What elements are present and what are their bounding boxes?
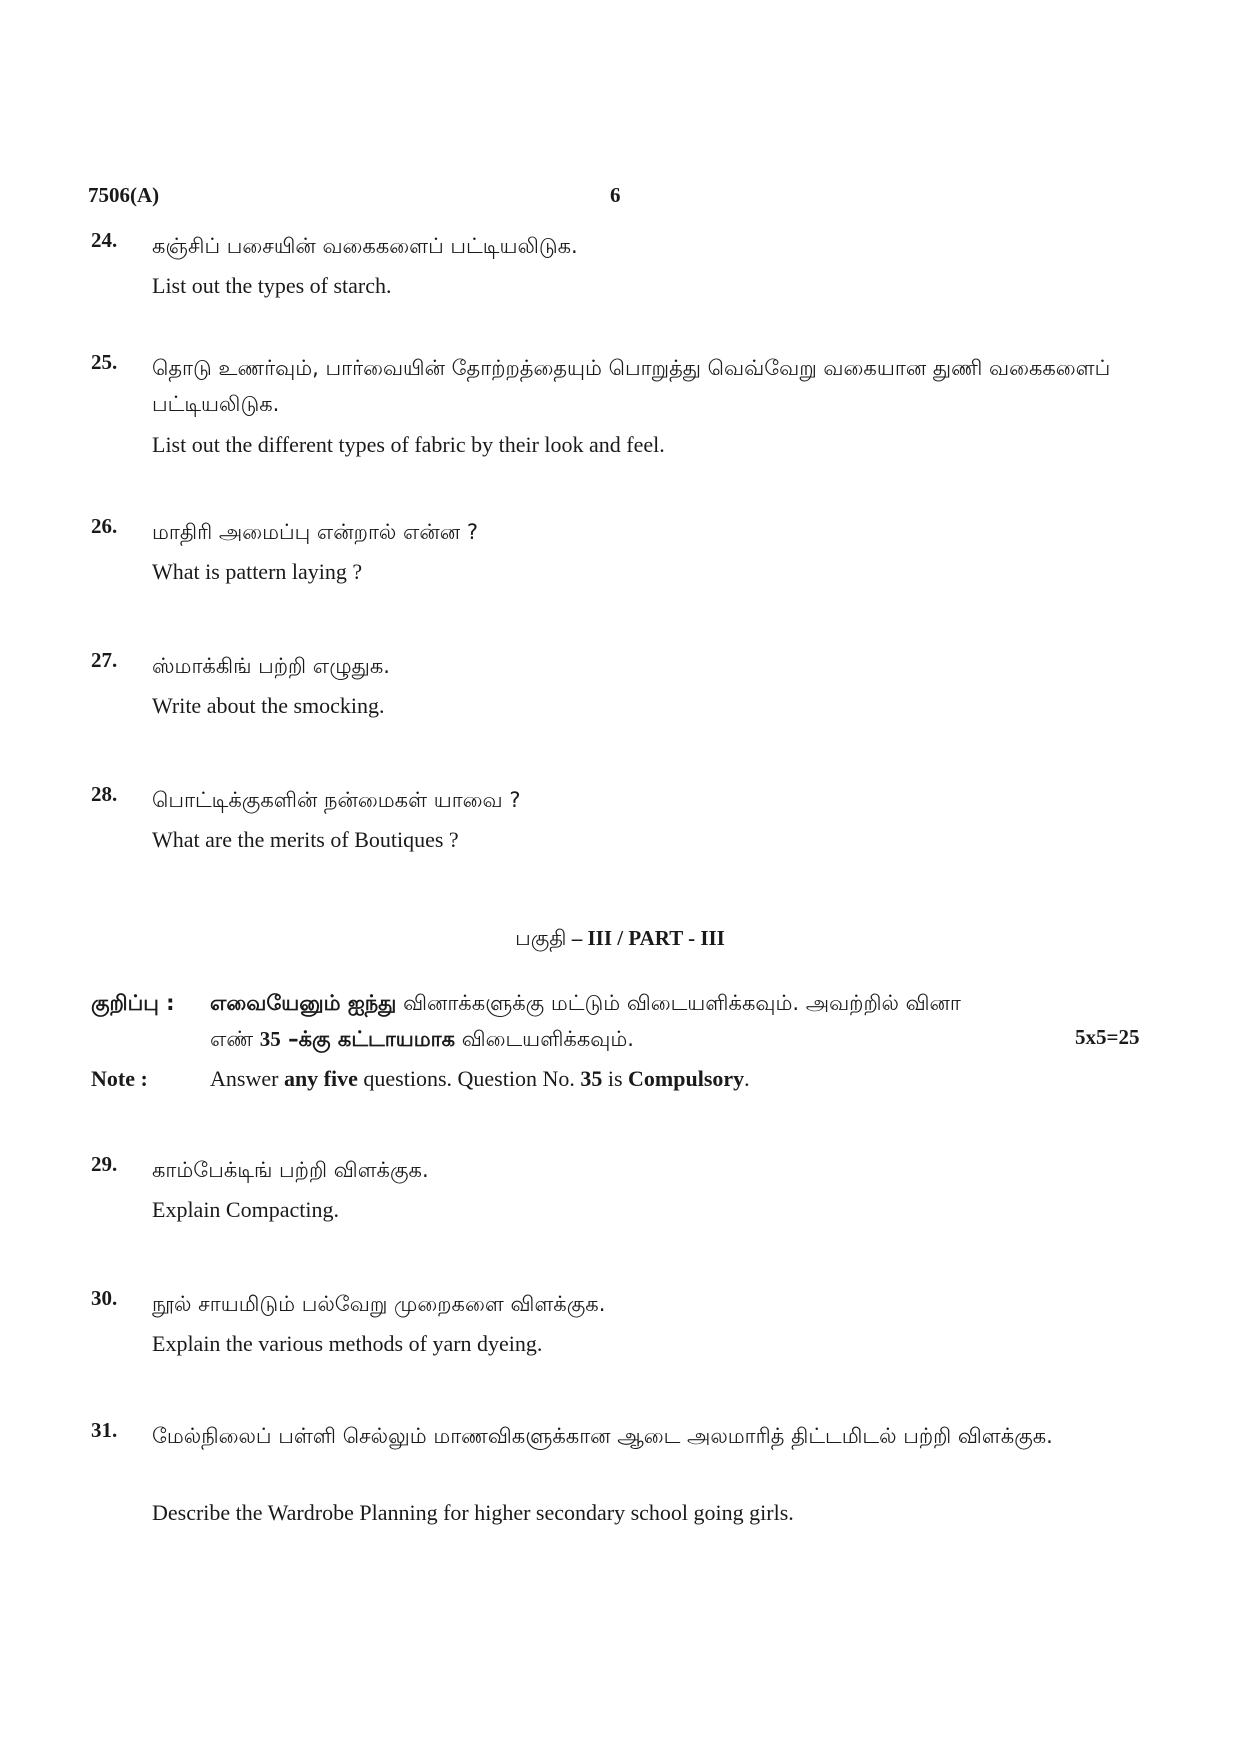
note-text-tamil-line1 [210, 991, 1160, 1018]
question-text-tamil: காம்பேக்டிங் பற்றி விளக்குக. [152, 1158, 429, 1182]
question-number: 29. [91, 1152, 118, 1176]
note-label-english: Note : [91, 1066, 148, 1091]
question-text-english: Explain Compacting. [152, 1197, 339, 1222]
note-emphasis: any five [283, 1066, 358, 1091]
note-text-english [210, 1066, 1160, 1092]
question-text-english: Explain the various methods of yarn dyeing. [152, 1331, 543, 1356]
question-text-tamil: மாதிரி அமைப்பு என்றால் என்ன ? [152, 520, 478, 544]
question-text-tamil: தொடு உணர்வும், பார்வையின் தோற்றத்தையும் பொறுத்து வெவ்வேறு வகையான துணி வகைகளைப் பட்டியலிடுக. [152, 356, 1111, 416]
question-text-english: Write about the smocking. [152, 693, 385, 718]
note-text: is [602, 1066, 629, 1091]
question-text-english: List out the different types of fabric by their look and feel. [152, 432, 665, 457]
question-number: 31. [91, 1418, 118, 1442]
note-emphasis: Compulsory [628, 1066, 745, 1091]
question-number: 24. [91, 228, 118, 252]
note-question-number: 35 [580, 1066, 603, 1091]
question-text-tamil: மேல்நிலைப் பள்ளி செல்லும் மாணவிகளுக்கான ஆடை அலமாரித் திட்டமிடல் பற்றி விளக்குக. [152, 1424, 1053, 1448]
note-text: எண் [210, 1027, 260, 1051]
question-number: 28. [91, 782, 118, 806]
note-label-tamil: குறிப்பு : [91, 991, 175, 1015]
question-text-english: List out the types of starch. [152, 273, 392, 298]
note-text-tamil-line2 [210, 1027, 1110, 1054]
question-number: 26. [91, 514, 118, 538]
question-text-english: What is pattern laying ? [152, 559, 363, 584]
note-text: questions. Question No. [357, 1066, 581, 1091]
section-heading-label: III / PART - III [587, 926, 725, 950]
question-text-english: What are the merits of Boutiques ? [152, 827, 459, 852]
note-emphasis: எவையேனும் ஐந்து [210, 991, 397, 1015]
question-text-tamil: பொட்டிக்குகளின் நன்மைகள் யாவை ? [152, 788, 521, 812]
note-text: வினாக்களுக்கு மட்டும் விடையளிக்கவும். அவற்றில் வினா [396, 991, 961, 1015]
question-text-tamil: நூல் சாயமிடும் பல்வேறு முறைகளை விளக்குக. [152, 1292, 606, 1316]
question-text-tamil: ஸ்மாக்கிங் பற்றி எழுதுக. [152, 654, 390, 678]
note-text: . [744, 1066, 750, 1091]
question-text-english: Describe the Wardrobe Planning for higher secondary school going girls. [152, 1500, 794, 1525]
page-number: 6 [610, 183, 621, 207]
question-number: 30. [91, 1286, 118, 1310]
section-heading-separator: – [571, 926, 583, 950]
question-number: 25. [91, 350, 118, 374]
note-text: Answer [210, 1066, 284, 1091]
section-heading [0, 926, 1240, 953]
question-number: 27. [91, 648, 118, 672]
question-text-tamil: கஞ்சிப் பசையின் வகைகளைப் பட்டியலிடுக. [152, 234, 578, 258]
paper-code: 7506(A) [88, 183, 160, 207]
note-question-number: 35 [259, 1027, 281, 1051]
section-heading-tamil: பகுதி [515, 926, 567, 950]
marks-allocation: 5x5=25 [1075, 1025, 1140, 1049]
note-emphasis: –க்கு கட்டாயமாக [280, 1027, 456, 1051]
note-text: விடையளிக்கவும். [455, 1027, 634, 1051]
